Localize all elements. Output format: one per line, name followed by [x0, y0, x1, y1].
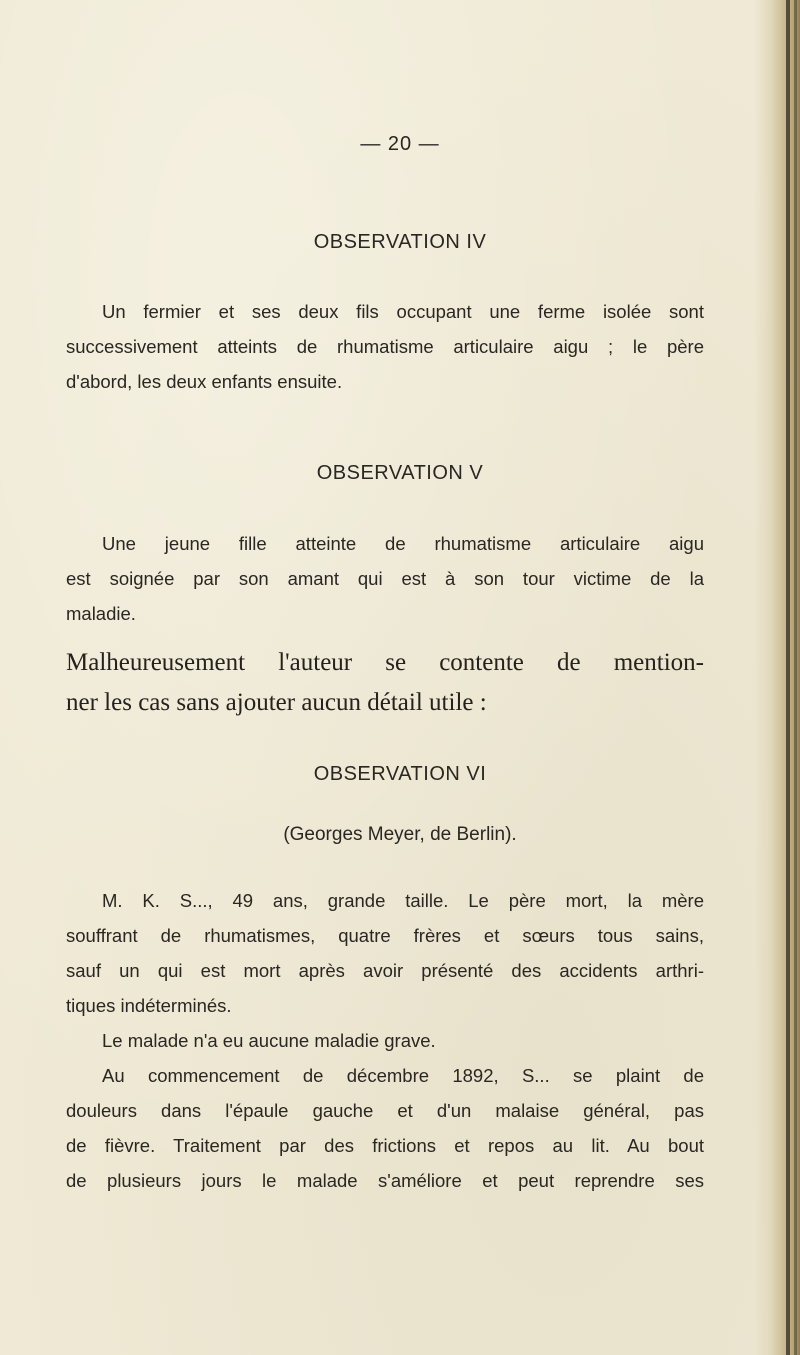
text-line: Au commencement de décembre 1892, S... se plaint de [102, 1065, 704, 1086]
source-attribution: (Georges Meyer, de Berlin). [283, 824, 517, 845]
text-line: Un fermier et ses deux fils occupant une ferme isolée sont [102, 301, 704, 322]
text-line: de plusieurs jours le malade s'améliore et peut reprendre ses [66, 1170, 704, 1191]
page-number: — 20 — [360, 133, 440, 155]
page-edge-line [786, 0, 790, 1355]
text-line: successivement atteints de rhumatisme articulaire aigu ; le père [66, 336, 704, 357]
heading-observation-iv: OBSERVATION IV [313, 231, 487, 253]
page-edge-line-outer [794, 0, 797, 1355]
text-line: de fièvre. Traitement par des frictions et repos au lit. Au bout [66, 1135, 704, 1156]
heading-observation-vi: OBSERVATION VI [313, 763, 487, 785]
text-line: tiques indéterminés. [66, 995, 232, 1016]
text-line: maladie. [66, 603, 136, 624]
heading-observation-v: OBSERVATION V [316, 462, 484, 484]
text-line: sauf un qui est mort après avoir présenté des accidents arthri- [66, 960, 704, 981]
paragraph-observation-vi-3 [66, 1058, 704, 1198]
text-line: Le malade n'a eu aucune maladie grave. [102, 1030, 436, 1051]
text-line: ner les cas sans ajouter aucun détail utile : [66, 689, 487, 716]
paragraph-observation-vi-2 [66, 1023, 704, 1058]
paragraph-observation-v [66, 526, 704, 631]
text-line: Une jeune fille atteinte de rhumatisme articulaire aigu [102, 533, 704, 554]
paragraph-observation-iv [66, 294, 704, 399]
text-line: Malheureusement l'auteur se contente de mention- [66, 649, 704, 676]
text-line: d'abord, les deux enfants ensuite. [66, 371, 343, 392]
author-note [66, 643, 704, 723]
text-line: douleurs dans l'épaule gauche et d'un malaise général, pas [66, 1100, 704, 1121]
text-line: souffrant de rhumatismes, quatre frères et sœurs tous sains, [66, 925, 704, 946]
paragraph-observation-vi-1 [66, 883, 704, 1023]
text-line: M. K. S..., 49 ans, grande taille. Le père mort, la mère [102, 890, 704, 911]
text-line: est soignée par son amant qui est à son tour victime de la [66, 568, 704, 589]
